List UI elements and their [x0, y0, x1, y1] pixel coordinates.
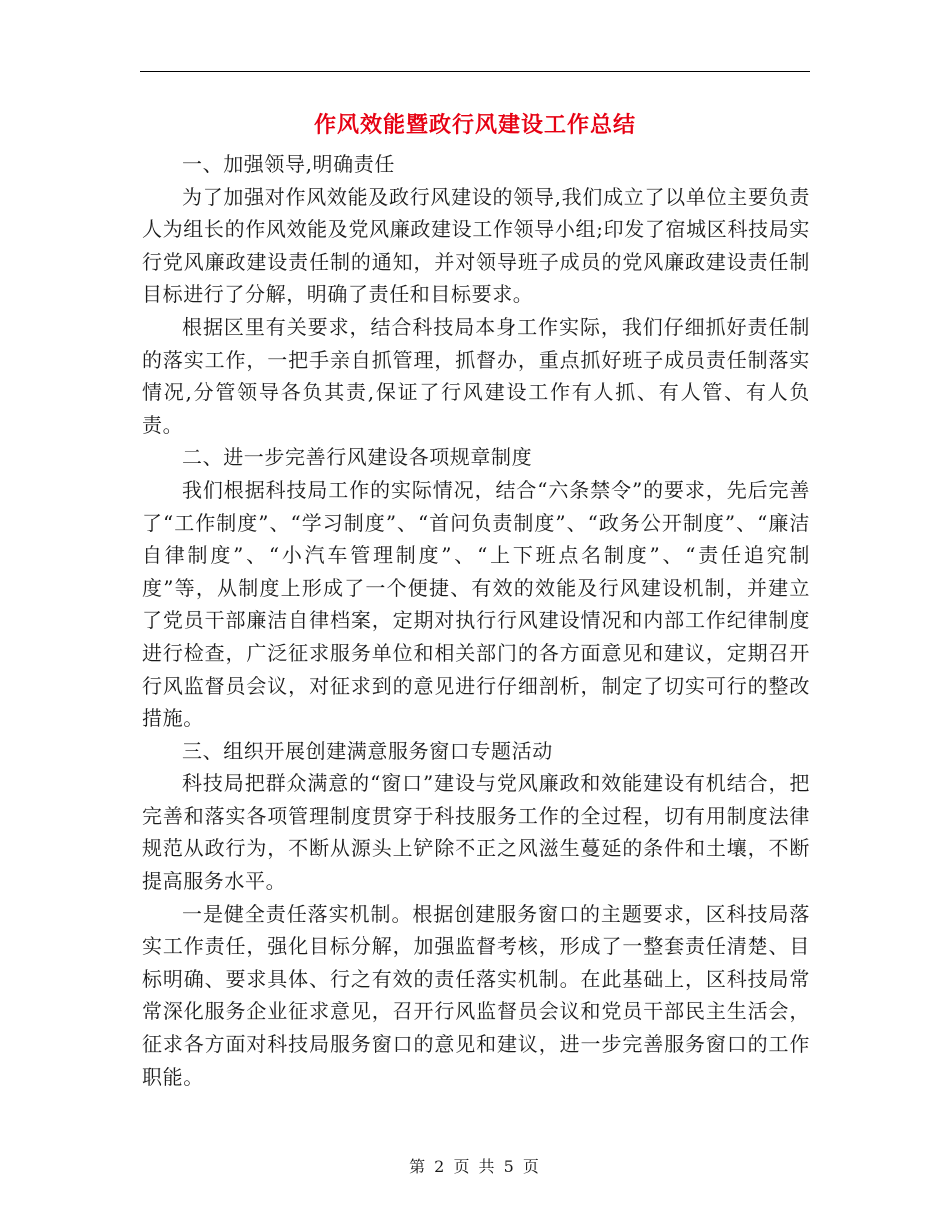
body-paragraph: 我们根据科技局工作的实际情况，结合“六条禁令”的要求，先后完善了“工作制度”、“学习制度”、“首问负责制度”、“政务公开制度”、“廉洁自律制度”、“小汽车管理制度”、“上下班点名制度”、“责任追究制度”等，从制度上形成了一个便捷、有效的效能及行风建设机制，并建立了党员干部廉洁自律档案，定期对执行行风建设情况和内部工作纪律制度进行检查，广泛征求服务单位和相关部门的各方面意见和建议，定期召开行风监督员会议，对征求到的意见进行仔细剖析，制定了切实可行的整改措施。 [142, 477, 810, 731]
section-heading-1: 一、加强领导,明确责任 [182, 152, 395, 176]
body-paragraph: 一是健全责任落实机制。根据创建服务窗口的主题要求，区科技局落实工作责任，强化目标分解，加强监督考核，形成了一整套责任清楚、目标明确、要求具体、行之有效的责任落实机制。在此基础上，区科技局常常深化服务企业征求意见，召开行风监督员会议和党员干部民主生活会，征求各方面对科技局服务窗口的意见和建议，进一步完善服务窗口的工作职能。 [142, 901, 810, 1089]
header-rule [140, 71, 810, 72]
document-title: 作风效能暨政行风建设工作总结 [313, 112, 636, 138]
body-paragraph: 根据区里有关要求，结合科技局本身工作实际，我们仔细抓好责任制的落实工作，一把手亲自抓管理，抓督办，重点抓好班子成员责任制落实情况,分管领导各负其责,保证了行风建设工作有人抓、有人管、有人负责。 [142, 314, 810, 437]
page-number: 第 2 页 共 5 页 [409, 1157, 541, 1176]
section-heading-2: 二、进一步完善行风建设各项规章制度 [182, 445, 533, 470]
body-paragraph: 为了加强对作风效能及政行风建设的领导,我们成立了以单位主要负责人为组长的作风效能及党风廉政建设工作领导小组;印发了宿城区科技局实行党风廉政建设责任制的通知，并对领导班子成员的党风廉政建设责任制目标进行了分解，明确了责任和目标要求。 [142, 184, 810, 307]
document-body [142, 148, 810, 1093]
body-paragraph: 科技局把群众满意的“窗口”建设与党风廉政和效能建设有机结合，把完善和落实各项管理制度贯穿于科技服务工作的全过程，切有用制度法律规范从政行为，不断从源头上铲除不正之风滋生蔓延的条件和土壤，不断提高服务水平。 [142, 771, 810, 894]
section-heading-3: 三、组织开展创建满意服务窗口专题活动 [182, 738, 553, 763]
